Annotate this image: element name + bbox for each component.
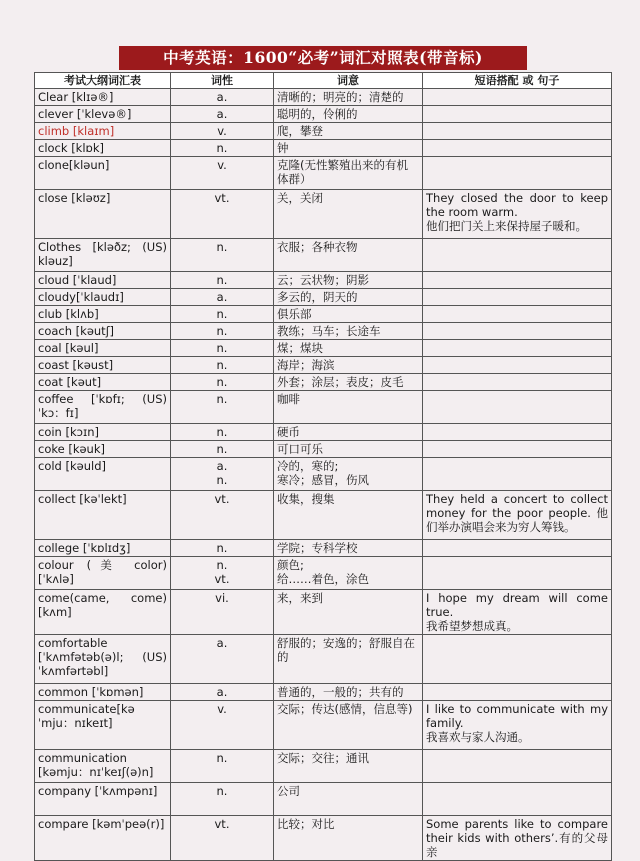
meaning-cell	[274, 190, 423, 239]
pos-line: n.	[216, 751, 228, 765]
example-line: They closed the door to keep the room warm.	[426, 191, 608, 219]
word-cell: cloud [ˈklaud]	[35, 272, 171, 289]
example-cell	[423, 557, 612, 590]
pos-line: vt.	[214, 572, 230, 586]
page-title: 中考英语：1600“必考”词汇对照表(带音标)	[119, 46, 527, 70]
example-line: 我喜欢与家人沟通。	[426, 730, 530, 744]
example-line: 他们把门关上来保持屋子暖和。	[426, 219, 587, 233]
meaning-line: 交际；传达(感情，信息等)	[277, 702, 413, 716]
pos-cell	[171, 123, 274, 140]
table-row	[35, 340, 612, 357]
meaning-cell	[274, 458, 423, 491]
pos-line: n.	[216, 392, 228, 406]
pos-cell	[171, 323, 274, 340]
pos-cell	[171, 289, 274, 306]
meaning-line: 学院；专科学校	[277, 541, 358, 555]
pos-cell	[171, 635, 274, 684]
pos-line: n.	[216, 473, 228, 487]
word-cell: clock [klɒk]	[35, 140, 171, 157]
example-cell	[423, 272, 612, 289]
pos-cell	[171, 783, 274, 816]
word-cell: college [ˈkɒlɪdʒ]	[35, 540, 171, 557]
table-row	[35, 590, 612, 635]
example-line: They held a concert to collect money for the poor people. 他们举办演唱会来为穷人筹钱。	[426, 492, 608, 534]
meaning-line: 普通的，一般的；共有的	[277, 685, 404, 699]
example-cell	[423, 635, 612, 684]
pos-cell	[171, 306, 274, 323]
word-cell: comfortable [ˈkʌmfətəb(ə)l; (US) ˈkʌmfərtəbl]	[35, 635, 171, 684]
meaning-cell	[274, 441, 423, 458]
example-cell	[423, 540, 612, 557]
meaning-line: 清晰的；明亮的；清楚的	[277, 90, 404, 104]
pos-line: a.	[216, 107, 228, 121]
pos-cell	[171, 374, 274, 391]
pos-line: n.	[216, 425, 228, 439]
pos-line: a.	[216, 290, 228, 304]
header-example: 短语搭配 或 句子	[423, 73, 612, 89]
example-cell	[423, 701, 612, 750]
meaning-line: 海岸；海滨	[277, 358, 335, 372]
word-cell: clone[kləun]	[35, 157, 171, 190]
table-row	[35, 540, 612, 557]
meaning-cell	[274, 323, 423, 340]
example-line: I like to communicate with my family.	[426, 702, 608, 730]
meaning-cell	[274, 635, 423, 684]
word-cell: coal [kəul]	[35, 340, 171, 357]
table-row	[35, 272, 612, 289]
table-header	[35, 73, 612, 89]
pos-line: a.	[216, 685, 228, 699]
meaning-line: 寒冷；感冒，伤风	[277, 473, 369, 487]
example-cell	[423, 783, 612, 816]
meaning-line: 公司	[277, 784, 300, 798]
meaning-line: 多云的，阴天的	[277, 290, 358, 304]
word-cell: communication [kəmju：nɪˈkeɪʃ(ə)n]	[35, 750, 171, 783]
table-row	[35, 357, 612, 374]
pos-line: n.	[216, 358, 228, 372]
pos-line: a.	[216, 90, 228, 104]
pos-cell	[171, 424, 274, 441]
meaning-line: 关，关闭	[277, 191, 323, 205]
pos-line: vt.	[214, 492, 230, 506]
header-pos: 词性	[171, 73, 274, 89]
table-row	[35, 701, 612, 750]
pos-cell	[171, 340, 274, 357]
table-row	[35, 157, 612, 190]
meaning-line: 俱乐部	[277, 307, 312, 321]
meaning-line: 云；云状物；阴影	[277, 273, 369, 287]
word-cell: colour (美 color) [ˈkʌlə]	[35, 557, 171, 590]
example-cell	[423, 374, 612, 391]
meaning-line: 给……着色，涂色	[277, 572, 369, 586]
example-line: 我希望梦想成真。	[426, 619, 518, 633]
pos-line: vt.	[214, 191, 230, 205]
example-cell	[423, 816, 612, 861]
meaning-cell	[274, 123, 423, 140]
meaning-cell	[274, 340, 423, 357]
meaning-cell	[274, 239, 423, 272]
pos-line: n.	[216, 558, 228, 572]
pos-cell	[171, 391, 274, 424]
meaning-cell	[274, 272, 423, 289]
pos-cell	[171, 557, 274, 590]
table-row	[35, 106, 612, 123]
meaning-cell	[274, 306, 423, 323]
meaning-line: 外套；涂层；表皮；皮毛	[277, 375, 404, 389]
example-cell	[423, 391, 612, 424]
meaning-line: 舒服的；安逸的；舒服自在的	[277, 636, 415, 664]
meaning-cell	[274, 106, 423, 123]
pos-cell	[171, 590, 274, 635]
word-cell: Clear [klɪə®]	[35, 89, 171, 106]
example-cell	[423, 239, 612, 272]
table-row	[35, 89, 612, 106]
pos-line: a.	[216, 636, 228, 650]
example-cell	[423, 684, 612, 701]
example-cell	[423, 491, 612, 540]
meaning-cell	[274, 701, 423, 750]
pos-cell	[171, 140, 274, 157]
meaning-line: 衣服；各种衣物	[277, 240, 358, 254]
word-cell: Clothes [kləðz; (US) kləuz]	[35, 239, 171, 272]
pos-line: v.	[217, 158, 227, 172]
pos-cell	[171, 816, 274, 861]
word-cell: come(came, come) [kʌm]	[35, 590, 171, 635]
pos-cell	[171, 701, 274, 750]
meaning-cell	[274, 289, 423, 306]
word-cell: coin [kɔɪn]	[35, 424, 171, 441]
meaning-line: 爬，攀登	[277, 124, 323, 138]
meaning-cell	[274, 374, 423, 391]
word-cell: coffee [ˈkɒfɪ; (US) ˈkɔ：fɪ]	[35, 391, 171, 424]
example-cell	[423, 289, 612, 306]
word-cell: coke [kəuk]	[35, 441, 171, 458]
meaning-line: 聪明的，伶俐的	[277, 107, 358, 121]
pos-cell	[171, 491, 274, 540]
table-row	[35, 323, 612, 340]
pos-line: n.	[216, 307, 228, 321]
table-row	[35, 458, 612, 491]
example-line: I hope my dream will come true.	[426, 591, 608, 619]
word-cell: cold [kəuld]	[35, 458, 171, 491]
table-row	[35, 391, 612, 424]
table-row	[35, 374, 612, 391]
meaning-cell	[274, 140, 423, 157]
meaning-line: 可口可乐	[277, 442, 323, 456]
pos-line: n.	[216, 375, 228, 389]
meaning-cell	[274, 816, 423, 861]
pos-cell	[171, 441, 274, 458]
table-body	[35, 89, 612, 861]
meaning-cell	[274, 391, 423, 424]
pos-cell	[171, 272, 274, 289]
meaning-line: 比较；对比	[277, 817, 335, 831]
meaning-cell	[274, 684, 423, 701]
pos-line: n.	[216, 442, 228, 456]
header-word: 考试大纲词汇表	[35, 73, 171, 89]
pos-line: a.	[216, 459, 228, 473]
pos-cell	[171, 106, 274, 123]
word-cell: club [klʌb]	[35, 306, 171, 323]
pos-cell	[171, 540, 274, 557]
word-cell: common [ˈkɒmən]	[35, 684, 171, 701]
meaning-cell	[274, 357, 423, 374]
meaning-cell	[274, 157, 423, 190]
table-row	[35, 306, 612, 323]
word-cell: coach [kəutʃ]	[35, 323, 171, 340]
table-row	[35, 190, 612, 239]
pos-line: n.	[216, 141, 228, 155]
meaning-line: 咖啡	[277, 392, 300, 406]
word-cell: clever [ˈklevə®]	[35, 106, 171, 123]
meaning-cell	[274, 89, 423, 106]
word-cell: company [ˈkʌmpənɪ]	[35, 783, 171, 816]
meaning-line: 颜色;	[277, 558, 304, 572]
table-row	[35, 816, 612, 861]
pos-cell	[171, 684, 274, 701]
example-cell	[423, 458, 612, 491]
meaning-cell	[274, 491, 423, 540]
pos-line: vi.	[215, 591, 229, 605]
pos-cell	[171, 239, 274, 272]
pos-line: n.	[216, 240, 228, 254]
word-cell: communicate[kəˈmju：nɪkeɪt]	[35, 701, 171, 750]
word-cell: close [kləʊz]	[35, 190, 171, 239]
word-cell: compare [kəmˈpeə(r)]	[35, 816, 171, 861]
example-cell	[423, 190, 612, 239]
vocabulary-table	[34, 72, 612, 861]
example-cell	[423, 340, 612, 357]
meaning-cell	[274, 750, 423, 783]
example-cell	[423, 323, 612, 340]
meaning-line: 收集，搜集	[277, 492, 335, 506]
meaning-cell	[274, 590, 423, 635]
example-cell	[423, 89, 612, 106]
table-row	[35, 123, 612, 140]
pos-line: n.	[216, 341, 228, 355]
pos-line: n.	[216, 324, 228, 338]
meaning-cell	[274, 557, 423, 590]
example-line: Some parents like to compare their kids with others’.有的父母亲	[426, 817, 608, 859]
table-row	[35, 441, 612, 458]
meaning-cell	[274, 540, 423, 557]
pos-cell	[171, 357, 274, 374]
table-row	[35, 140, 612, 157]
example-cell	[423, 424, 612, 441]
pos-line: vt.	[214, 817, 230, 831]
example-cell	[423, 123, 612, 140]
example-cell	[423, 106, 612, 123]
pos-line: n.	[216, 784, 228, 798]
example-cell	[423, 750, 612, 783]
pos-line: v.	[217, 124, 227, 138]
meaning-line: 钟	[277, 141, 289, 155]
example-cell	[423, 140, 612, 157]
example-cell	[423, 157, 612, 190]
header-meaning: 词意	[274, 73, 423, 89]
pos-line: n.	[216, 273, 228, 287]
word-cell: climb [klaɪm]	[35, 123, 171, 140]
table-row	[35, 783, 612, 816]
table-row	[35, 684, 612, 701]
meaning-cell	[274, 783, 423, 816]
meaning-cell	[274, 424, 423, 441]
example-cell	[423, 590, 612, 635]
pos-cell	[171, 157, 274, 190]
table-row	[35, 289, 612, 306]
table-row	[35, 239, 612, 272]
pos-line: n.	[216, 541, 228, 555]
word-cell: coat [kəut]	[35, 374, 171, 391]
meaning-line: 教练；马车；长途车	[277, 324, 381, 338]
table-row	[35, 750, 612, 783]
pos-cell	[171, 190, 274, 239]
word-cell: collect [kəˈlekt]	[35, 491, 171, 540]
meaning-line: 交际；交往；通讯	[277, 751, 369, 765]
table-row	[35, 635, 612, 684]
meaning-line: 冷的，寒的;	[277, 459, 339, 473]
word-cell: coast [kəust]	[35, 357, 171, 374]
table-row	[35, 424, 612, 441]
pos-cell	[171, 750, 274, 783]
meaning-line: 硬币	[277, 425, 300, 439]
example-cell	[423, 441, 612, 458]
meaning-line: 克隆(无性繁殖出来的有机体群）	[277, 158, 408, 186]
word-cell: cloudy[ˈklaudɪ]	[35, 289, 171, 306]
table-row	[35, 557, 612, 590]
pos-cell	[171, 89, 274, 106]
table-row	[35, 491, 612, 540]
example-cell	[423, 306, 612, 323]
meaning-line: 煤；煤块	[277, 341, 323, 355]
meaning-line: 来，来到	[277, 591, 323, 605]
pos-line: v.	[217, 702, 227, 716]
pos-cell	[171, 458, 274, 491]
example-cell	[423, 357, 612, 374]
